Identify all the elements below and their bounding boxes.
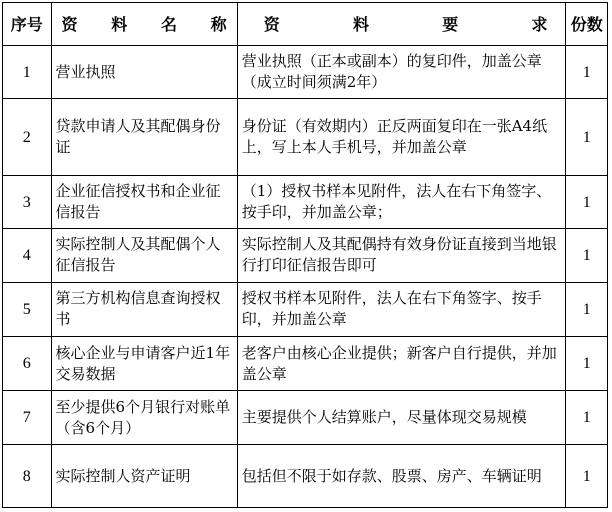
row-count: 1 [566,99,608,176]
table-row [3,99,608,176]
row-name: 至少提供6个月银行对账单（含6个月） [51,391,237,445]
header-name-char: 名 [160,14,177,34]
row-name: 贷款申请人及其配偶身份证 [51,99,237,176]
header-requirement [237,3,566,46]
row-requirement: （1）授权书样本见附件，法人在右下角签字、按手印，并加盖公章； [237,176,566,229]
row-requirement: 授权书样本见附件，法人在右下角签字、按手印，并加盖公章 [237,282,566,336]
row-count: 1 [566,445,608,508]
row-seq: 7 [3,391,52,445]
row-name: 实际控制人及其配偶个人征信报告 [51,229,237,282]
row-seq: 8 [3,445,52,508]
row-name: 营业执照 [51,46,237,99]
row-seq: 6 [3,336,52,390]
header-row [3,3,608,46]
row-name: 企业征信授权书和企业征信报告 [51,176,237,229]
row-requirement: 实际控制人及其配偶持有效身份证直接到当地银行打印征信报告即可 [237,229,566,282]
header-req-char: 求 [531,14,548,34]
table-row [3,229,608,282]
row-count: 1 [566,282,608,336]
header-name-char: 资 [61,14,78,34]
table-row [3,336,608,390]
row-count: 1 [566,229,608,282]
row-requirement: 主要提供个人结算账户，尽量体现交易规模 [237,391,566,445]
table-row [3,445,608,508]
header-count: 份数 [566,3,608,46]
row-name: 第三方机构信息查询授权书 [51,282,237,336]
table-row [3,46,608,99]
row-seq: 1 [3,46,52,99]
row-count: 1 [566,46,608,99]
header-req-char: 要 [442,14,459,34]
table-row [3,391,608,445]
row-name: 实际控制人资产证明 [51,445,237,508]
header-req-char: 料 [352,14,369,34]
table-row [3,282,608,336]
row-count: 1 [566,176,608,229]
table-row [3,176,608,229]
header-req-char: 资 [263,14,280,34]
header-seq: 序号 [3,3,52,46]
row-count: 1 [566,336,608,390]
row-seq: 2 [3,99,52,176]
row-seq: 4 [3,229,52,282]
header-name-char: 称 [210,14,227,34]
row-requirement: 包括但不限于如存款、股票、房产、车辆证明 [237,445,566,508]
materials-table [2,2,608,508]
row-requirement: 老客户由核心企业提供；新客户自行提供，并加盖公章 [237,336,566,390]
row-count: 1 [566,391,608,445]
row-requirement: 营业执照（正本或副本）的复印件，加盖公章 （成立时间须满2年） [237,46,566,99]
header-name [51,3,237,46]
row-requirement: 身份证（有效期内）正反两面复印在一张A4纸上，写上本人手机号，并加盖公章 [237,99,566,176]
row-name: 核心企业与申请客户近1年交易数据 [51,336,237,390]
row-seq: 3 [3,176,52,229]
header-name-char: 料 [111,14,128,34]
row-seq: 5 [3,282,52,336]
